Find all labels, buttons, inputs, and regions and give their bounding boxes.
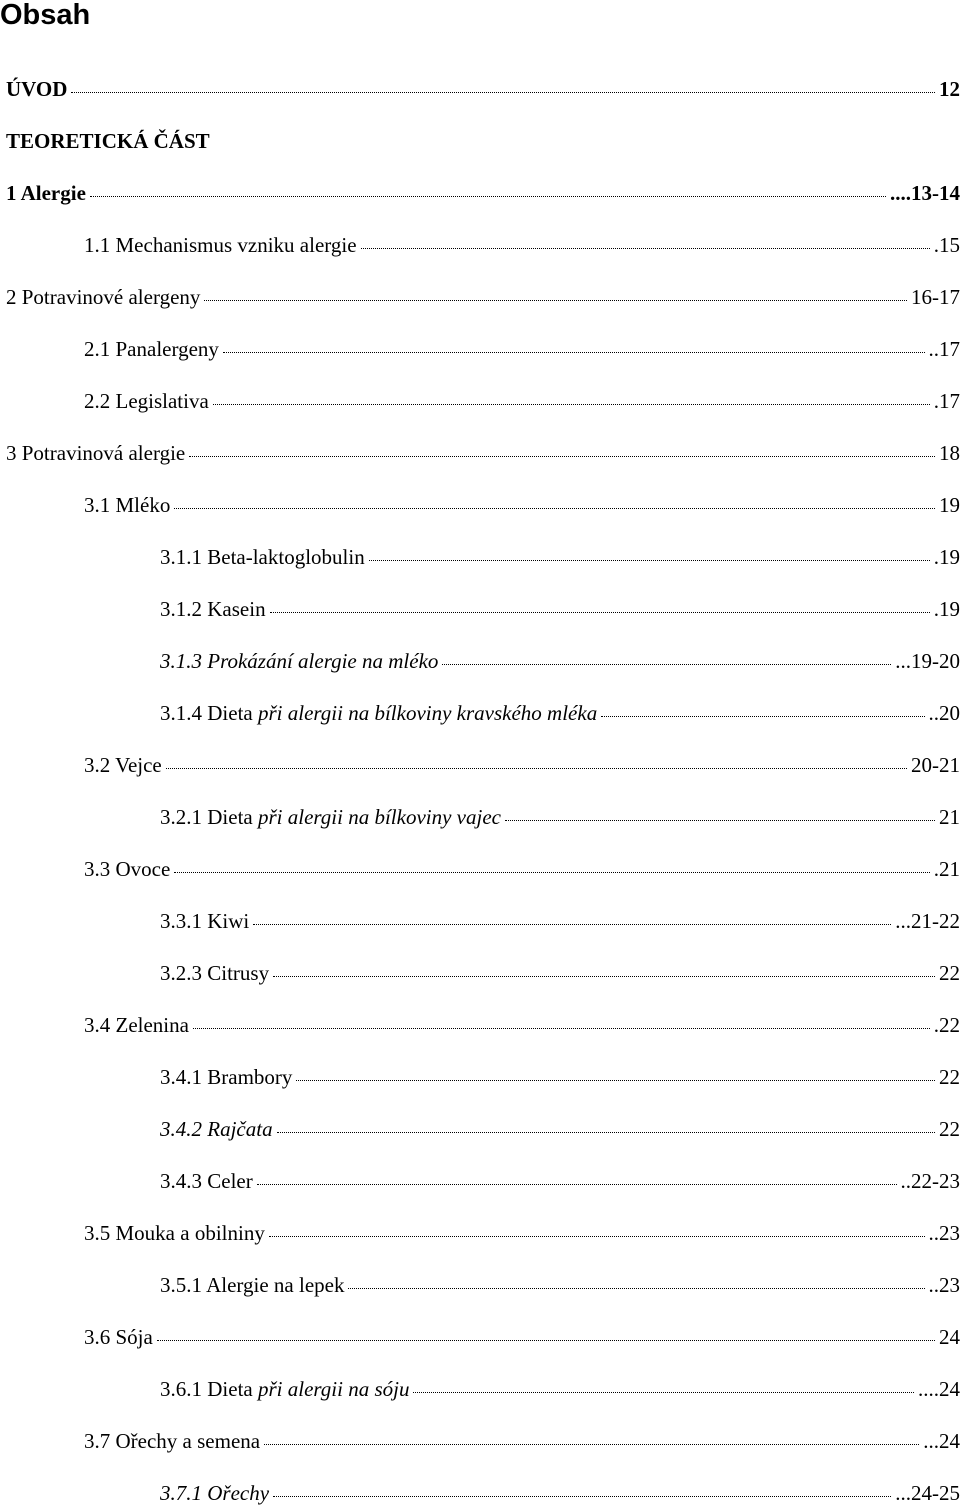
- dot-leader: [174, 508, 935, 509]
- dot-leader: [273, 976, 935, 977]
- dot-leader: [189, 456, 935, 457]
- toc-entry-title-text: 3.2.3 Citrusy: [160, 961, 270, 985]
- page-number: [939, 492, 960, 518]
- dot-leader: [213, 404, 930, 405]
- toc-entry-title-text: 3.6 Sója: [84, 1325, 153, 1349]
- toc-entry[interactable]: [160, 1480, 960, 1506]
- toc-entry-title-text: 3.4.3 Celer: [160, 1169, 253, 1193]
- page-number: [934, 232, 960, 258]
- dot-leader: [369, 560, 930, 561]
- page-number: [918, 1376, 960, 1402]
- toc-entry-title: [6, 180, 86, 206]
- toc-entry-title: [6, 128, 210, 154]
- toc-entry-title-italic: 3.4.2 Rajčata: [160, 1117, 273, 1141]
- page-number-value: 20: [939, 701, 960, 725]
- toc-entry[interactable]: [160, 700, 960, 726]
- page-number-value: 23: [939, 1221, 960, 1245]
- toc-entry-title-text: 3.2 Vejce: [84, 753, 162, 777]
- toc-entry-title-text: 3.5 Mouka a obilniny: [84, 1221, 265, 1245]
- page-number: [901, 1168, 960, 1194]
- dot-leader: [253, 924, 891, 925]
- page-number-dots: .: [933, 597, 939, 621]
- page-number-value: 18: [939, 441, 960, 465]
- toc-entry-title-text: 3.1.4 Dieta: [160, 701, 258, 725]
- page-number-value: 22-23: [911, 1169, 960, 1193]
- page-number-value: 12: [939, 77, 960, 101]
- page-number-value: 21: [939, 805, 960, 829]
- toc-entry-title-text: 3.3.1 Kiwi: [160, 909, 250, 933]
- toc-entry[interactable]: [160, 804, 960, 830]
- toc-entry-title: [160, 700, 597, 726]
- page-number: [895, 908, 960, 934]
- toc-entry-title: [84, 1220, 265, 1246]
- page-number: [895, 1480, 960, 1506]
- toc-entry-title-text: 2.2 Legislativa: [84, 389, 209, 413]
- toc-entry-title-text: 3 Potravinová alergie: [6, 441, 186, 465]
- page-number-dots: .: [933, 857, 939, 881]
- page-number: [939, 804, 960, 830]
- page-number-dots: ....: [918, 1377, 939, 1401]
- toc-entry[interactable]: [6, 128, 210, 154]
- toc-entry-title: [160, 596, 266, 622]
- toc-entry[interactable]: [84, 1428, 960, 1454]
- toc-entry-title: [84, 752, 162, 778]
- toc-entry[interactable]: [160, 648, 960, 674]
- toc-entry[interactable]: [6, 180, 960, 206]
- page-number-value: 17: [939, 337, 960, 361]
- page-number-value: 19: [939, 597, 960, 621]
- toc-entry-title-italic: při alergii na sóju: [257, 1377, 410, 1401]
- toc-entry[interactable]: [6, 440, 960, 466]
- toc-entry-title-text: 3.5.1 Alergie na lepek: [160, 1273, 345, 1297]
- page-number-value: 19: [939, 493, 960, 517]
- dot-leader: [442, 664, 891, 665]
- page-number-dots: ..: [928, 701, 939, 725]
- page-number-dots: .: [933, 1013, 939, 1037]
- toc-entry-title-text: 2.1 Panalergeny: [84, 337, 219, 361]
- toc-entry-title: [84, 1012, 189, 1038]
- page-number-dots: ..: [928, 1273, 939, 1297]
- toc-entry-title: [84, 388, 209, 414]
- page-number-dots: ..: [900, 1169, 911, 1193]
- page-number: [911, 284, 960, 310]
- page-number: [923, 1428, 960, 1454]
- page-number-value: 24: [939, 1377, 960, 1401]
- dot-leader: [157, 1340, 935, 1341]
- toc-entry-title-italic: při alergii na bílkoviny vajec: [257, 805, 501, 829]
- page-number: [934, 596, 960, 622]
- toc-entry[interactable]: [6, 76, 960, 102]
- page-number: [890, 180, 960, 206]
- toc-entry-title: [84, 336, 219, 362]
- toc-entry[interactable]: [6, 284, 960, 310]
- page-number: [939, 1116, 960, 1142]
- dot-leader: [264, 1444, 919, 1445]
- toc-entry-title: [160, 1168, 253, 1194]
- dot-leader: [204, 300, 907, 301]
- page-number-dots: ...: [895, 909, 911, 933]
- page-number-dots: ..: [928, 1221, 939, 1245]
- dot-leader: [193, 1028, 930, 1029]
- page-number: [929, 1272, 960, 1298]
- page-number-dots: ....: [890, 181, 911, 205]
- toc-entry-title: [84, 1428, 260, 1454]
- dot-leader: [257, 1184, 897, 1185]
- page-number-value: 19-20: [911, 649, 960, 673]
- dot-leader: [348, 1288, 924, 1289]
- page-number-dots: .: [933, 233, 939, 257]
- page-number-value: 16-17: [911, 285, 960, 309]
- toc-entry-title-text: 3.6.1 Dieta: [160, 1377, 258, 1401]
- toc-entry-title-italic: 3.1.3 Prokázání alergie na mléko: [160, 649, 439, 673]
- toc-entry-title-text: 3.7 Ořechy a semena: [84, 1429, 261, 1453]
- toc-entry-title: [160, 804, 501, 830]
- page-number-value: 21-22: [911, 909, 960, 933]
- dot-leader: [601, 716, 924, 717]
- page-number-value: 19: [939, 545, 960, 569]
- page-number: [934, 388, 960, 414]
- toc-entry-title-text: 3.4 Zelenina: [84, 1013, 189, 1037]
- toc-entry[interactable]: [160, 544, 960, 570]
- toc-entry-title: [160, 544, 365, 570]
- toc-entry-title-text: ÚVOD: [6, 77, 68, 101]
- toc-entry-title-italic: 3.7.1 Ořechy: [160, 1481, 270, 1505]
- toc-entry-title: [6, 76, 67, 102]
- toc-entry[interactable]: [84, 752, 960, 778]
- toc-entry-title: [6, 284, 200, 310]
- toc-entry-title: [84, 856, 170, 882]
- toc-entry-title-text: 1 Alergie: [6, 181, 86, 205]
- page-number-value: 21: [939, 857, 960, 881]
- toc-entry-title-text: 3.3 Ovoce: [84, 857, 171, 881]
- page-number: [934, 856, 960, 882]
- toc-entry[interactable]: [84, 1220, 960, 1246]
- page-number-value: 24: [939, 1325, 960, 1349]
- toc-entry[interactable]: [84, 232, 960, 258]
- page-number: [939, 1064, 960, 1090]
- dot-leader: [269, 1236, 925, 1237]
- page-number: [939, 76, 960, 102]
- toc-entry[interactable]: [160, 1376, 960, 1402]
- page-number-value: 13-14: [911, 181, 960, 205]
- dot-leader: [361, 248, 930, 249]
- page-number: [939, 960, 960, 986]
- toc-entry[interactable]: [84, 1012, 960, 1038]
- toc-entry-title: [160, 1064, 292, 1090]
- page-number: [929, 1220, 960, 1246]
- toc-entry[interactable]: [84, 1324, 960, 1350]
- dot-leader: [166, 768, 907, 769]
- toc-entry[interactable]: [84, 388, 960, 414]
- toc-entry-title-italic: při alergii na bílkoviny kravského mléka: [257, 701, 598, 725]
- toc-entry-title-text: 2 Potravinové alergeny: [6, 285, 201, 309]
- toc-entry-title: [160, 960, 269, 986]
- page-number-value: 15: [939, 233, 960, 257]
- toc-entry[interactable]: [84, 856, 960, 882]
- toc-entry[interactable]: [160, 908, 960, 934]
- page-number-value: 22: [939, 1117, 960, 1141]
- page-number-value: 22: [939, 961, 960, 985]
- toc-entry[interactable]: [160, 1168, 960, 1194]
- toc-entry[interactable]: [160, 1116, 960, 1142]
- toc-entry-title-text: 3.1.2 Kasein: [160, 597, 266, 621]
- page-number-dots: ..: [928, 337, 939, 361]
- toc-entry[interactable]: [160, 1272, 960, 1298]
- page-title: Obsah: [0, 0, 91, 31]
- dot-leader: [505, 820, 935, 821]
- page-number: [911, 752, 960, 778]
- page-number-value: 22: [939, 1065, 960, 1089]
- toc-entry-title-text: 3.1 Mléko: [84, 493, 171, 517]
- page-number-value: 24-25: [911, 1481, 960, 1505]
- toc-entry-title: [160, 648, 438, 674]
- toc-entry[interactable]: [84, 492, 960, 518]
- toc-entry[interactable]: [160, 596, 960, 622]
- dot-leader: [71, 92, 935, 93]
- dot-leader: [296, 1080, 935, 1081]
- page-number: [934, 1012, 960, 1038]
- page-number-dots: ...: [895, 649, 911, 673]
- page-number-dots: .: [933, 389, 939, 413]
- dot-leader: [174, 872, 929, 873]
- toc-entry-title: [6, 440, 185, 466]
- page-number-value: 23: [939, 1273, 960, 1297]
- toc-entry-title: [160, 1116, 273, 1142]
- dot-leader: [273, 1496, 891, 1497]
- page-number-dots: ...: [895, 1481, 911, 1505]
- toc-entry-title: [84, 232, 357, 258]
- page-number-value: 17: [939, 389, 960, 413]
- page-number-dots: ...: [923, 1429, 939, 1453]
- toc-entry-title: [84, 1324, 153, 1350]
- page-number-value: 24: [939, 1429, 960, 1453]
- page-number-dots: .: [933, 545, 939, 569]
- toc-entry-title: [84, 492, 170, 518]
- dot-leader: [223, 352, 925, 353]
- page-number: [929, 336, 960, 362]
- toc-entry-title: [160, 1376, 409, 1402]
- dot-leader: [90, 196, 886, 197]
- page-number: [895, 648, 960, 674]
- toc-entry[interactable]: [160, 960, 960, 986]
- toc-entry-title-text: 1.1 Mechanismus vzniku alergie: [84, 233, 357, 257]
- page-number: [934, 544, 960, 570]
- page-number: [929, 700, 960, 726]
- page-number-value: 22: [939, 1013, 960, 1037]
- toc-entry[interactable]: [84, 336, 960, 362]
- dot-leader: [413, 1392, 914, 1393]
- toc-entry-title-text: 3.1.1 Beta-laktoglobulin: [160, 545, 365, 569]
- page-number: [939, 1324, 960, 1350]
- toc-entry-title: [160, 908, 249, 934]
- toc-entry-title-text: 3.4.1 Brambory: [160, 1065, 293, 1089]
- page-number: [939, 440, 960, 466]
- dot-leader: [270, 612, 930, 613]
- toc-entry-title: [160, 1272, 344, 1298]
- dot-leader: [277, 1132, 935, 1133]
- toc-entry-title-text: TEORETICKÁ ČÁST: [6, 129, 210, 153]
- page-number-value: 20-21: [911, 753, 960, 777]
- toc-entry[interactable]: [160, 1064, 960, 1090]
- toc-entry-title-text: 3.2.1 Dieta: [160, 805, 258, 829]
- toc-entry-title: [160, 1480, 269, 1506]
